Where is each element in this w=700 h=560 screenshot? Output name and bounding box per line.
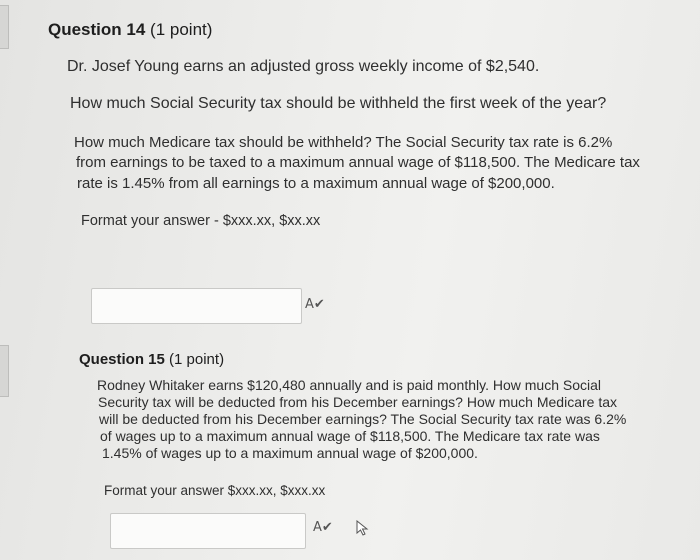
question-14-format-hint: Format your answer - $xxx.xx, $xx.xx xyxy=(81,213,321,229)
question-15 xyxy=(79,351,224,368)
question-15-text-line-5: 1.45% of wages up to a maximum annual wage of $200,000. xyxy=(102,445,478,461)
question-15-heading xyxy=(79,351,224,368)
question-14-text-line-2: How much Social Security tax should be withheld the first week of the year? xyxy=(70,95,607,112)
left-edge-tab xyxy=(0,5,9,49)
question-14-title: Question 14 xyxy=(48,20,146,39)
question-14-answer-input[interactable] xyxy=(91,288,302,324)
question-15-text-line-1: Rodney Whitaker earns $120,480 annually and is paid monthly. How much Social xyxy=(97,377,602,393)
question-14-heading xyxy=(48,20,212,40)
question-15-title: Question 15 xyxy=(79,351,165,368)
question-14-text-line-1: Dr. Josef Young earns an adjusted gross weekly income of $2,540. xyxy=(67,58,540,75)
spell-check-icon[interactable]: A✔ xyxy=(305,297,325,312)
question-14 xyxy=(48,20,212,40)
mouse-pointer-icon xyxy=(356,520,370,536)
question-15-text-line-4: of wages up to a maximum annual wage of $118,500. The Medicare tax rate was xyxy=(100,428,600,444)
question-15-text-line-3: will be deducted from his December earnings? The Social Security tax rate was 6.2% xyxy=(99,411,627,427)
question-15-points: (1 point) xyxy=(169,351,225,368)
question-14-points: (1 point) xyxy=(150,20,213,39)
question-14-text-line-5: rate is 1.45% from all earnings to a maximum annual wage of $200,000. xyxy=(77,175,555,192)
question-15-text-line-2: Security tax will be deducted from his December earnings? How much Medicare tax xyxy=(98,394,618,410)
question-14-text-line-3: How much Medicare tax should be withheld? The Social Security tax rate is 6.2% xyxy=(74,134,613,151)
question-14-text-line-4: from earnings to be taxed to a maximum annual wage of $118,500. The Medicare tax xyxy=(76,154,640,171)
question-15-answer-input[interactable] xyxy=(110,513,306,549)
left-edge-tab-lower xyxy=(0,345,9,397)
question-15-format-hint: Format your answer $xxx.xx, $xxx.xx xyxy=(104,483,326,498)
spell-check-icon-q15[interactable]: A✔ xyxy=(313,520,333,535)
